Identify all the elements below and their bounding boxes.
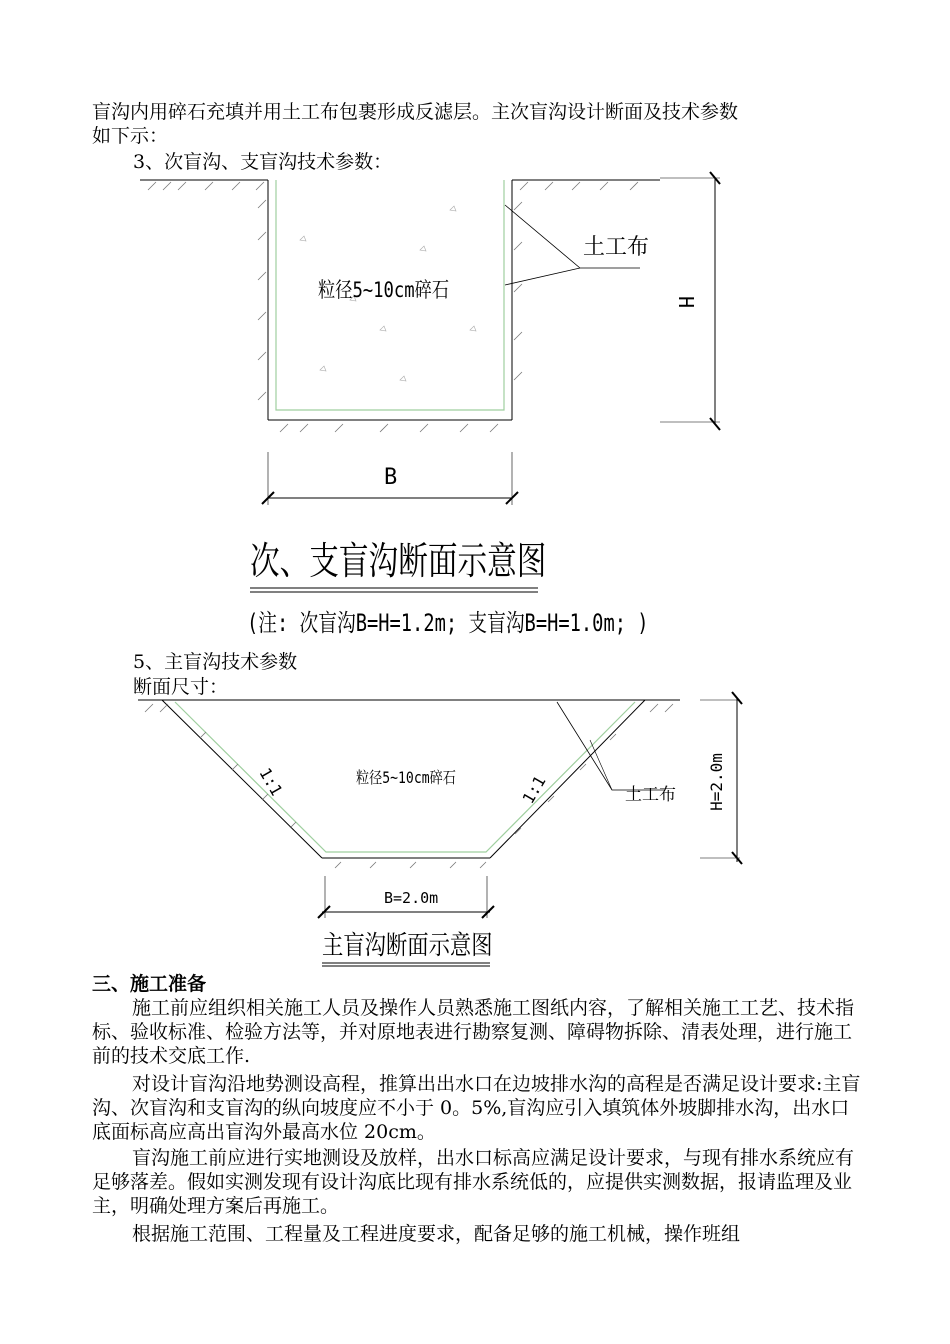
diagram2-slope-right: 1:1 bbox=[518, 772, 550, 808]
paragraph-2: 对设计盲沟沿地势测设高程，推算出出水口在边坡排水沟的高程是否满足设计要求:主盲沟、次盲沟和支盲沟的纵向坡度应不小于 0。5%,盲沟应引入填筑体外坡脚排水沟，出水口底面标高应高出盲沟外最高水位 20cm。 bbox=[92, 1073, 861, 1143]
diagram1-fill-label: 粒径5~10cm碎石 bbox=[318, 278, 450, 302]
paragraph-4: 根据施工范围、工程量及工程进度要求，配备足够的施工机械，操作班组 bbox=[132, 1223, 741, 1245]
paragraph-1: 施工前应组织相关施工人员及操作人员熟悉施工图纸内容，了解相关施工工艺、技术指标、验收标准、检验方法等，并对原地表进行勘察复测、障碍物拆除、清表处理，进行施工前的技术交底工作. bbox=[92, 997, 855, 1067]
section-5-subtitle: 断面尺寸： bbox=[133, 676, 229, 698]
diagram1-height-label: H bbox=[674, 295, 699, 309]
diagram2-fabric-label: 土工布 bbox=[625, 785, 676, 805]
diagram2-fill-label: 粒径5~10cm碎石 bbox=[356, 768, 456, 787]
diagram2-slope-left: 1:1 bbox=[255, 764, 287, 800]
paragraph-3: 盲沟施工前应进行实地测设及放样，出水口标高应满足设计要求，与现有排水系统应有足够落差。假如实测发现有设计沟底比现有排水系统低的，应提供实测数据，报请监理及业主，明确处理方案后再施工。 bbox=[92, 1147, 855, 1217]
diagram2-height-label: H=2.0m bbox=[706, 753, 726, 811]
diagram1-fabric-label: 土工布 bbox=[583, 235, 650, 260]
section-three-heading: 三、施工准备 bbox=[92, 973, 207, 995]
diagram1-note: (注: 次盲沟B=H=1.2m; 支盲沟B=H=1.0m; ) bbox=[247, 609, 649, 637]
intro-line-1: 盲沟内用碎石充填并用土工布包裹形成反滤层。主次盲沟设计断面及技术参数 bbox=[92, 101, 739, 123]
diagram2-title: 主盲沟断面示意图 bbox=[322, 931, 493, 961]
diagram1-title: 次、支盲沟断面示意图 bbox=[250, 539, 547, 583]
section-5-title: 5、主盲沟技术参数 bbox=[133, 651, 298, 673]
intro-line-2: 如下示： bbox=[92, 125, 169, 147]
diagram1-width-label: B bbox=[384, 465, 398, 490]
section-3-title: 3、次盲沟、支盲沟技术参数： bbox=[133, 151, 393, 173]
diagram2-width-label: B=2.0m bbox=[384, 889, 439, 907]
